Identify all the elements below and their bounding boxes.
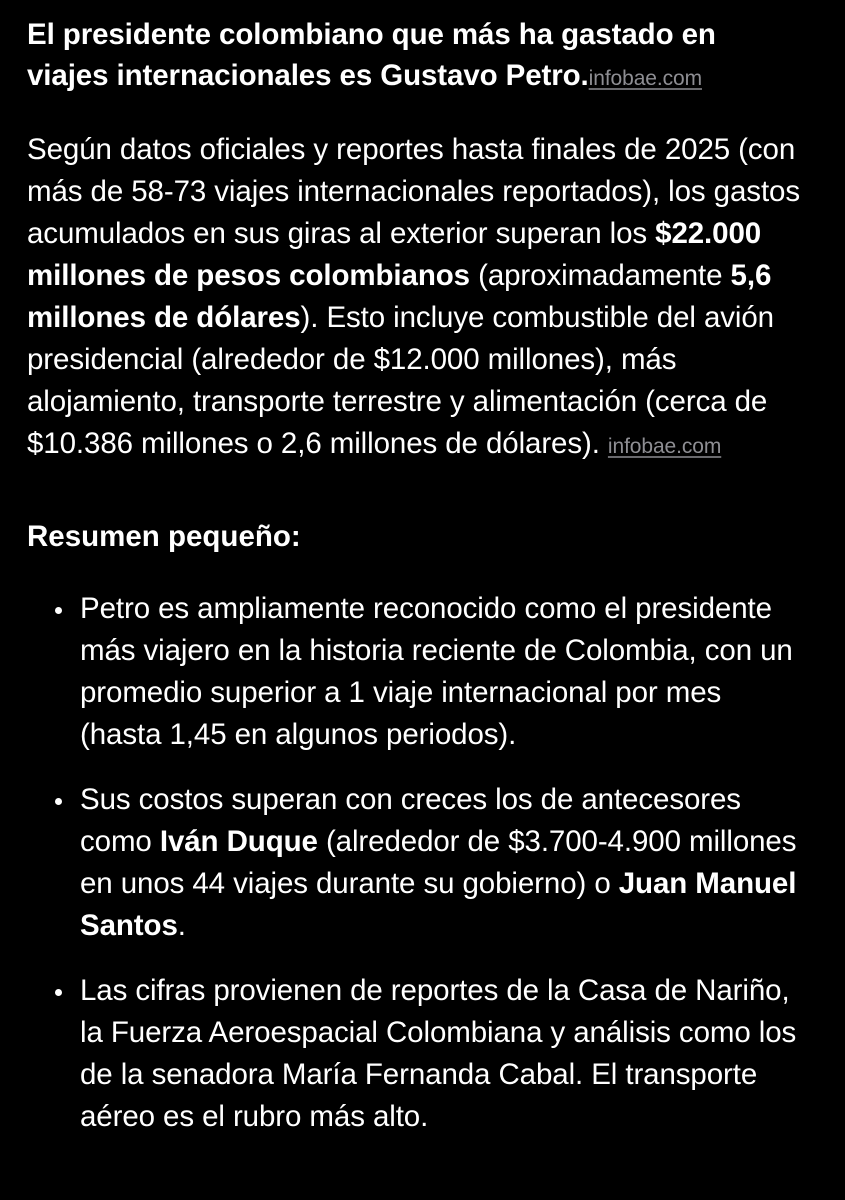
main-paragraph [27,129,805,468]
para-bold-amount-usd: 5,6 millones de dólares [27,259,772,334]
list-item [27,779,805,947]
list-item-text: Las cifras provienen de reportes de la Casa de Nariño, la Fuerza Aeroespacial Colombiana y análisis como los de la senadora María Fernanda Cabal. El transporte aéreo es el rubro más alto. [80,974,797,1133]
list-item-text: . [177,909,186,942]
heading-source-link[interactable]: infobae.com [588,67,702,90]
list-item [27,970,805,1138]
summary-title: Resumen pequeño: [27,520,301,553]
para-bold-amount-cop: $22.000 millones de pesos colombianos [27,217,762,292]
heading-text: El presidente colombiano que más ha gastado en viajes internacionales es Gustavo Petro. [27,18,716,92]
paragraph-source-link[interactable]: infobae.com [607,435,722,458]
para-text-3: ). Esto incluye combustible del avión presidencial (alrededor de $12.000 millones), más alojamiento, transporte terrestre y alimentación (cerca de $10.386 millones o 2,6 millones de dólares). [27,301,774,460]
list-item-text: (alrededor de $3.700-4.900 millones en unos 44 viajes durante su gobierno) o [80,825,797,900]
bullet-icon [55,798,62,805]
bullet-icon [55,607,62,614]
bullet-icon [55,989,62,996]
list-item-text: Petro es ampliamente reconocido como el presidente más viajero en la historia reciente de Colombia, con un promedio superior a 1 viaje internacional por mes (hasta 1,45 en algunos periodos). [80,592,793,751]
list-item-bold-name: Juan Manuel Santos [80,867,797,942]
heading [27,14,805,99]
list-item-bold-name: Iván Duque [159,825,318,858]
summary-list [27,588,805,1138]
list-item [27,588,805,756]
para-text-1: Según datos oficiales y reportes hasta finales de 2025 (con más de 58-73 viajes internacionales reportados), los gastos acumulados en sus giras al exterior superan los [27,133,800,250]
list-item-text: Sus costos superan con creces los de antecesores como [80,783,741,858]
para-text-2: (aproximadamente [470,259,731,292]
